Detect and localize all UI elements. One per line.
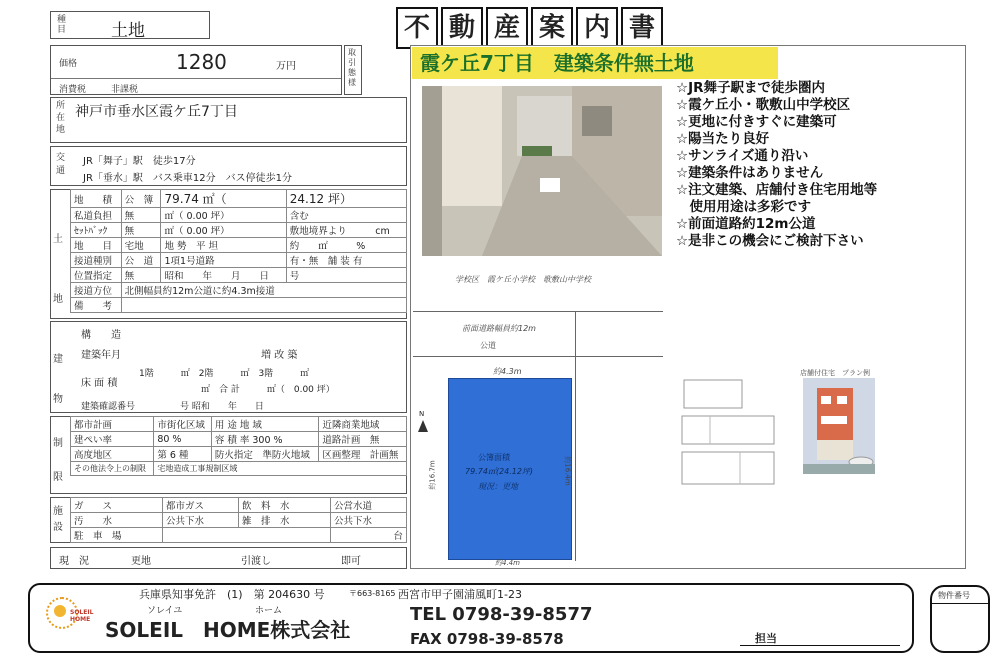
property-number-box — [930, 585, 990, 653]
price-value: 1280 — [176, 50, 227, 74]
current-status-value: 更地 — [131, 556, 151, 567]
title-char: 内 — [576, 7, 618, 49]
table-row: 建ぺい率 80 % 容 積 率 300 % 道路計画 無 — [71, 432, 407, 447]
list-item: ☆前面道路約12m公道 — [676, 216, 816, 232]
property-number-label: 物件番号 — [938, 591, 970, 600]
road-width: 前面道路幅員約12m — [462, 324, 536, 333]
floor-area-values: 1階 ㎡ 2階 ㎡ 3階 ㎡ — [139, 369, 310, 379]
facilities-table — [70, 497, 407, 543]
document-title — [396, 7, 666, 49]
building-structure: 構 造 — [81, 330, 121, 341]
transport-line1: JR「舞子」駅 徒歩17分 — [83, 156, 196, 167]
road-line-bottom — [413, 356, 663, 357]
table-row: 接道種別 公 道 1項1号道路 有・無 舗 装 有 — [71, 253, 407, 268]
list-item: ☆更地に付きすぐに建築可 — [676, 114, 837, 130]
company-address: 西宮市甲子園浦風町1-23 — [398, 588, 522, 601]
company-logo — [40, 593, 94, 637]
list-item: ☆霞ケ丘小・歌敷山中学校区 — [676, 97, 851, 113]
title-char: 産 — [486, 7, 528, 49]
table-row: 都市計画 市街化区域 用 途 地 域 近隣商業地域 — [71, 417, 407, 432]
north-arrow — [416, 412, 430, 434]
transport-line2: JR「垂水」駅 バス乗車12分 バス停徒歩1分 — [83, 173, 292, 184]
person-in-charge-label: 担当 — [755, 632, 777, 645]
price-box — [50, 45, 342, 95]
license-number: 兵庫県知事免許 (1) 第 204630 号 — [139, 588, 325, 601]
property-photo — [422, 86, 662, 256]
table-row: ｾｯﾄﾊﾞｯｸ 無 ㎡（ 0.00 坪） 敷地境界より cm — [71, 223, 407, 238]
list-item: ☆注文建築、店舗付き住宅用地等 — [676, 182, 878, 198]
floor-area-total: ㎡ 合 計 ㎡（ 0.00 坪） — [201, 385, 335, 395]
company-ruby: ソレイユ — [147, 606, 183, 616]
title-char: 書 — [621, 7, 663, 49]
list-item: ☆陽当たり良好 — [676, 131, 770, 147]
list-item: 使用用途は多彩です — [676, 199, 811, 215]
category-box — [50, 11, 210, 39]
price-unit: 万円 — [276, 61, 296, 72]
title-char: 動 — [441, 7, 483, 49]
category-value: 土地 — [111, 21, 145, 41]
plan-example-label: 店舗付住宅 プラン例 — [800, 369, 870, 377]
side-boundary — [575, 311, 576, 561]
transaction-mode-label: 取引態様 — [348, 48, 356, 87]
plot-status: 現況：更地 — [478, 482, 518, 491]
table-row: 汚 水 公共下水 雑 排 水 公共下水 — [71, 513, 407, 528]
north-label: N — [419, 410, 425, 418]
land-table — [70, 189, 407, 313]
plot-left-depth: 約16.7m — [428, 460, 437, 490]
floor-plan-sketch — [680, 378, 776, 486]
building-year: 建築年月 — [81, 350, 121, 361]
home-ruby: ホーム — [255, 606, 283, 616]
table-row: 接道方位 北側幅員約12m公道に約4.3m接道 — [71, 283, 407, 298]
current-status-label: 現 況 — [59, 556, 89, 567]
building-section — [50, 321, 407, 413]
person-in-charge-line — [740, 645, 900, 646]
building-rendering — [803, 378, 875, 474]
transaction-mode-box — [344, 45, 362, 95]
table-row: 駐 車 場 台 — [71, 528, 407, 543]
title-char: 案 — [531, 7, 573, 49]
list-item: ☆JR舞子駅まで徒歩圏内 — [676, 80, 826, 96]
company-name: SOLEIL HOME株式会社 — [105, 618, 351, 642]
transport-box — [50, 146, 407, 186]
location-label: 所在地 — [56, 101, 66, 135]
price-label: 価格 — [59, 59, 78, 69]
list-item: ☆是非この機会にご検討下さい — [676, 233, 864, 249]
table-row: 地 積 公 簿 79.74 ㎡（ 24.12 坪） — [71, 190, 407, 208]
tax-label: 消費税 — [59, 85, 87, 95]
status-box — [50, 547, 407, 569]
location-value: 神戸市垂水区霞ケ丘7丁目 — [75, 104, 238, 120]
headline: 霞ケ丘7丁目 建築条件無土地 — [412, 47, 778, 79]
building-section-label: 建物 — [53, 354, 63, 405]
restrictions-section-label: 制限 — [53, 438, 63, 483]
plot-area-value: 79.74㎡(24.12坪) — [465, 467, 534, 476]
table-row: ガ ス 都市ガス 飲 料 水 公営水道 — [71, 498, 407, 513]
facilities-section-label: 施設 — [53, 506, 63, 533]
handover-value: 即可 — [341, 556, 361, 567]
location-box — [50, 97, 407, 143]
table-row: その他法令上の制限 宅地造成工事規制区域 — [71, 462, 407, 476]
category-label: 種目 — [57, 15, 67, 35]
handover-label: 引渡し — [241, 556, 271, 567]
tax-value: 非課税 — [111, 85, 139, 95]
land-section-label: 土地 — [53, 234, 63, 305]
table-row: 私道負担 無 ㎡（ 0.00 坪） 含む — [71, 208, 407, 223]
road-line-top — [413, 311, 663, 312]
plot-right-depth: 約16.4m — [563, 456, 572, 486]
table-row: 位置指定 無 昭和 年 月 日 号 — [71, 268, 407, 283]
road-type: 公道 — [480, 341, 496, 350]
building-cert: 建築確認番号 号 昭和 年 日 — [81, 402, 264, 412]
building-extension: 増 改 築 — [261, 350, 298, 361]
school-district: 学校区 霞ケ丘小学校 歌敷山中学校 — [455, 275, 591, 284]
table-row: 地 目 宅地 地 勢 平 坦 約 ㎡ % — [71, 238, 407, 253]
frontage-dimension: 約4.3m — [493, 367, 522, 376]
restrictions-table — [70, 416, 407, 476]
transport-label: 交通 — [56, 153, 66, 176]
plot-area-title: 公簿面積 — [478, 453, 510, 462]
floor-area-label: 床 面 積 — [81, 378, 118, 389]
postal-code: 〒663-8165 — [349, 589, 396, 598]
title-char: 不 — [396, 7, 438, 49]
plot-back-dimension: 約4.4m — [495, 559, 520, 567]
table-row: 高度地区 第 6 種 防火指定 準防火地域 区画整理 計画無 — [71, 447, 407, 462]
fax-number: FAX 0798-39-8578 — [410, 630, 564, 648]
table-row: 備 考 — [71, 298, 407, 313]
list-item: ☆建築条件はありません — [676, 165, 824, 181]
phone-number: TEL 0798-39-8577 — [410, 604, 593, 625]
list-item: ☆サンライズ通り沿い — [676, 148, 809, 164]
feature-list — [676, 80, 877, 250]
logo-text: SOLEIL HOME — [70, 609, 94, 623]
